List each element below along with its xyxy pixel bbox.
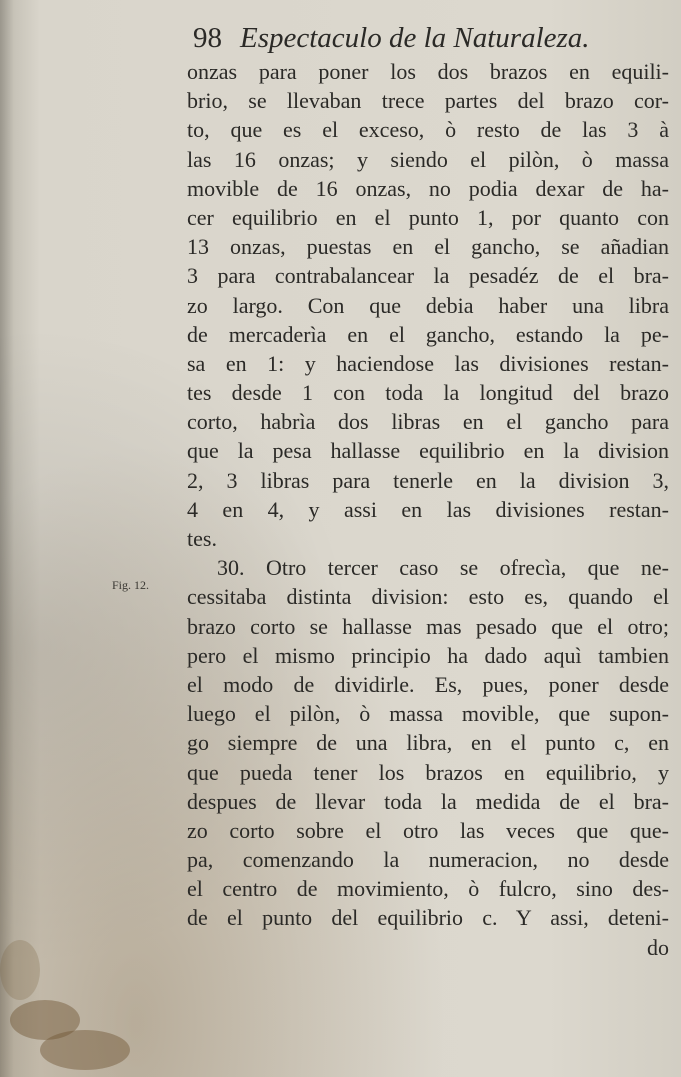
text-line: go siempre de una libra, en el punto c, en [187, 730, 669, 756]
text-line: brio, se llevaban trece partes del brazo cor- [187, 88, 669, 114]
page-number: 98 [193, 22, 222, 54]
text-line: despues de llevar toda la medida de el bra- [187, 788, 669, 814]
text-line: que pueda tener los brazos en equilibrio, y [187, 759, 669, 785]
text-line: tes desde 1 con toda la longitud del brazo [187, 380, 669, 406]
text-line: 13 onzas, puestas en el gancho, se añadian [187, 234, 669, 260]
text-line: brazo corto se hallasse mas pesado que el otro; [187, 613, 669, 639]
foxing-stain [0, 940, 40, 1000]
text-line: to, que es el exceso, ò resto de las 3 à [187, 117, 669, 143]
text-line: pero el mismo principio ha dado aquì tambien [187, 642, 669, 668]
text-line: tes. [187, 526, 217, 551]
catchword: do [647, 934, 669, 960]
text-line: movible de 16 onzas, no podia dexar de ha- [187, 175, 669, 201]
text-line: el modo de dividirle. Es, pues, poner desde [187, 671, 669, 697]
text-line: el centro de movimiento, ò fulcro, sino des- [187, 876, 669, 902]
text-line: luego el pilòn, ò massa movible, que supon- [187, 701, 669, 727]
text-line: las 16 onzas; y siendo el pilòn, ò massa [187, 146, 669, 172]
running-header [193, 22, 613, 62]
text-line: 4 en 4, y assi en las divisiones restan- [187, 496, 669, 522]
text-line: de el punto del equilibrio c. Y assi, deteni- [187, 905, 669, 931]
text-line: que la pesa hallasse equilibrio en la division [187, 438, 669, 464]
text-line: corto, habrìa dos libras en el gancho para [187, 409, 669, 435]
figure-reference: Fig. 12. [112, 578, 150, 592]
text-line: zo corto sobre el otro las veces que que- [187, 817, 669, 843]
text-line: de mercaderìa en el gancho, estando la pe- [187, 321, 669, 347]
text-line: 3 para contrabalancear la pesadéz de el bra- [187, 263, 669, 289]
text-line: zo largo. Con que debia haber una libra [187, 292, 669, 318]
text-line: cer equilibrio en el punto 1, por quanto con [187, 204, 669, 230]
body-text [187, 57, 669, 962]
paragraph-start-line: 30. Otro tercer caso se ofrecìa, que ne- [217, 555, 669, 581]
text-line: onzas para poner los dos brazos en equili- [187, 59, 669, 84]
running-title: Espectaculo de la Naturaleza. [240, 22, 590, 54]
text-line: 2, 3 libras para tenerle en la division 3, [187, 467, 669, 493]
text-line: pa, comenzando la numeracion, no desde [187, 847, 669, 873]
text-line: sa en 1: y haciendose las divisiones restan- [187, 350, 669, 376]
text-line: cessitaba distinta division: esto es, quando el [187, 584, 669, 610]
foxing-stain [40, 1030, 130, 1070]
